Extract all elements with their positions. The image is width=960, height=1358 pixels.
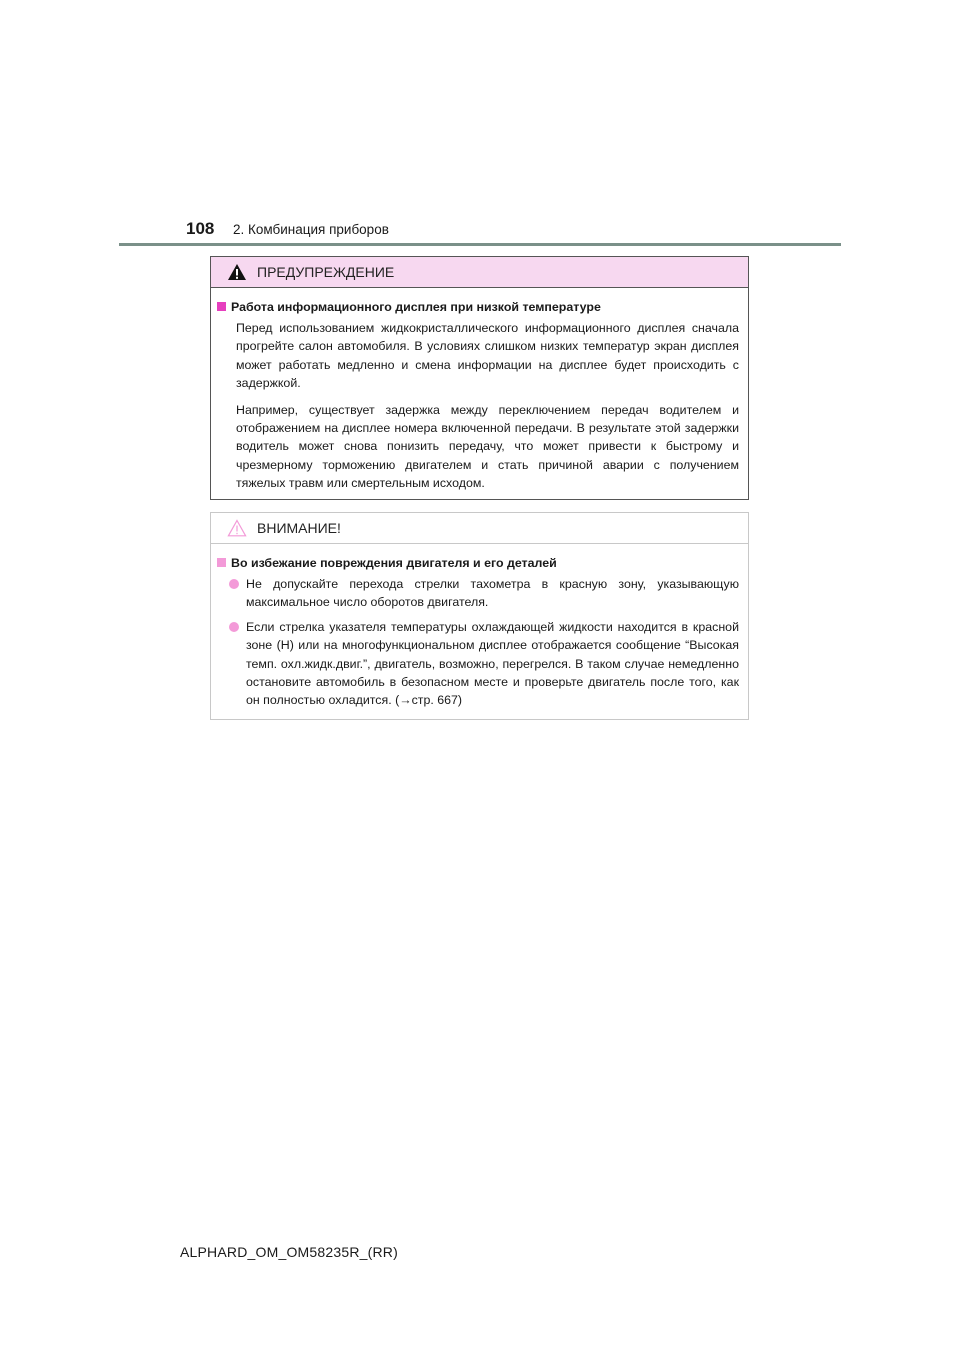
page-number: 108 <box>186 219 215 238</box>
caution-bullet-text: Не допускайте перехода стрелки тахометра в красную зону, указывающую максимальное число оборотов двигателя. <box>246 577 739 610</box>
caution-title: ВНИМАНИЕ! <box>257 520 341 536</box>
warning-body <box>211 288 748 493</box>
caution-bullet-text: Если стрелка указателя температуры охлаждающей жидкости находится в красной зоне (H) или на многофункциональном дисплее отображается сообщение “Высокая темп. охл.жидк.двиг.”, двигатель, возможно, перегрелся. В таком случае немедленно остановите автомобиль в безопасном месте и проверьте двигатель после того, как он полностью охладится. (→стр. 667) <box>246 619 739 708</box>
caution-bullet-item <box>229 575 739 612</box>
warning-title: ПРЕДУПРЕЖДЕНИЕ <box>257 264 395 280</box>
warning-box <box>210 256 749 500</box>
circle-bullet-icon <box>229 622 239 632</box>
square-bullet-icon <box>217 302 226 311</box>
header-rule <box>119 243 841 246</box>
caution-heading-text: Во избежание повреждения двигателя и его деталей <box>231 556 557 570</box>
circle-bullet-icon <box>229 579 239 589</box>
caution-box <box>210 512 749 720</box>
caution-heading <box>217 554 739 572</box>
section-title: 2. Комбинация приборов <box>233 222 389 237</box>
warning-paragraph: Перед использованием жидкокристаллического информационного дисплея сначала прогрейте салон автомобиля. В условиях слишком низких температур экран дисплея может работать медленно и смена информации на дисплее будет происходить с задержкой. <box>236 321 739 391</box>
caution-triangle-icon <box>227 519 247 537</box>
warning-heading <box>217 298 739 316</box>
warning-triangle-icon <box>227 263 247 281</box>
document-code: ALPHARD_OM_OM58235R_(RR) <box>180 1244 398 1260</box>
warning-header <box>211 257 748 288</box>
warning-paragraph: Например, существует задержка между переключением передач водителем и отображением на дисплее номера включенной передачи. В результате этой задержки водитель может снова понизить передачу, что может привести к быстрому и чрезмерному торможению двигателем и стать причиной аварии с получением тяжелых травм или смертельным исходом. <box>236 402 739 491</box>
warning-heading-text: Работа информационного дисплея при низкой температуре <box>231 300 601 314</box>
square-bullet-icon <box>217 558 226 567</box>
caution-body <box>211 544 748 710</box>
caution-bullet-item <box>229 618 739 710</box>
caution-header <box>211 513 748 544</box>
